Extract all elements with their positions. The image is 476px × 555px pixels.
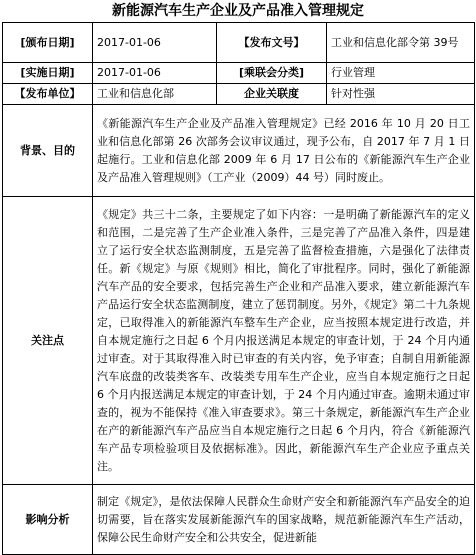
effective-date-label: [实施日期]: [3, 63, 93, 84]
doc-number-value: 工业和信息化部令第 39号: [327, 23, 475, 63]
effective-date-value: 2017-01-06: [93, 63, 217, 84]
regulation-table: [2, 22, 475, 555]
issue-date-value: 2017-01-06: [93, 23, 217, 63]
background-label: 背景、目的: [3, 105, 93, 197]
relevance-value: 针对性强: [327, 84, 475, 105]
impact-text: 制定《规定》，是依法保障人民群众生命财产安全和新能源汽车产品安全的迫切需要，旨在落实发展新能源汽车的国家战略，规范新能源汽车生产活动，保障公民生命财产安全和公共安全，促进新能: [93, 485, 475, 555]
category-label: [乘联会分类]: [217, 63, 327, 84]
issue-date-label: [颁布日期]: [3, 23, 93, 63]
issue-date-row: [3, 23, 475, 63]
relevance-label: 企业关联度: [217, 84, 327, 105]
impact-row: [3, 485, 475, 555]
doc-number-label: 【发布文号】: [217, 23, 327, 63]
publisher-row: [3, 84, 475, 105]
background-text: 《新能源汽车生产企业及产品准入管理规定》已经 2016 年 10 月 20 日工业和信息化部第 26 次部务会议审议通过，现予公布，自 2017 年 7 月 1 日起施行。工业和信息化部 2009 年 6 月 17 日公布的《新能源汽车生产企业及产品准入管理规则》（工产业（2009）44 号）同时废止。: [93, 105, 475, 197]
focus-label: 关注点: [3, 197, 93, 485]
category-value: 行业管理: [327, 63, 475, 84]
publisher-label: 【发布单位】: [3, 84, 93, 105]
background-row: [3, 105, 475, 197]
focus-text: 《规定》共三十二条，主要规定了如下内容：一是明确了新能源汽车的定义和范围，二是完善了生产企业准入条件，三是完善了产品准入条件，四是建立了运行安全状态监测制度，五是完善了监督检查措施，六是强化了法律责任。新《规定》与原《规则》相比，简化了审批程序。同时，强化了新能源汽车产品的安全要求，包括完善生产企业和产品准入要求，建立新能源汽车产品运行安全状态监测制度，建立了惩罚制度。另外，《规定》第二十九条规定，已取得准入的新能源汽车整车生产企业，应当按照本规定进行改造，并自本规定施行之日起 6 个月内报送满足本规定的审查计划，于 24 个月内通过审查。对于其取得准入时已审查的有关内容，免予审查；自制自用新能源汽车底盘的改装类客车、改装类专用车生产企业，应当自本规定施行之日起 6 个月内报送满足本规定的审查计划，于 24 个月内通过审查。逾期未通过审查的，视为不能保持《准入审查要求》。第三十条规定，新能源汽车生产企业在产的新能源汽车产品应当自本规定施行之日起 6 个月内，符合《新能源汽车产品专项检验项目及依据标准》。因此，新能源汽车生产企业应予重点关注。: [93, 197, 475, 485]
focus-row: [3, 197, 475, 485]
effective-date-row: [3, 63, 475, 84]
impact-label: 影响分析: [3, 485, 93, 555]
document-title: 新能源汽车生产企业及产品准入管理规定: [112, 3, 364, 19]
publisher-value: 工业和信息化部: [93, 84, 217, 105]
